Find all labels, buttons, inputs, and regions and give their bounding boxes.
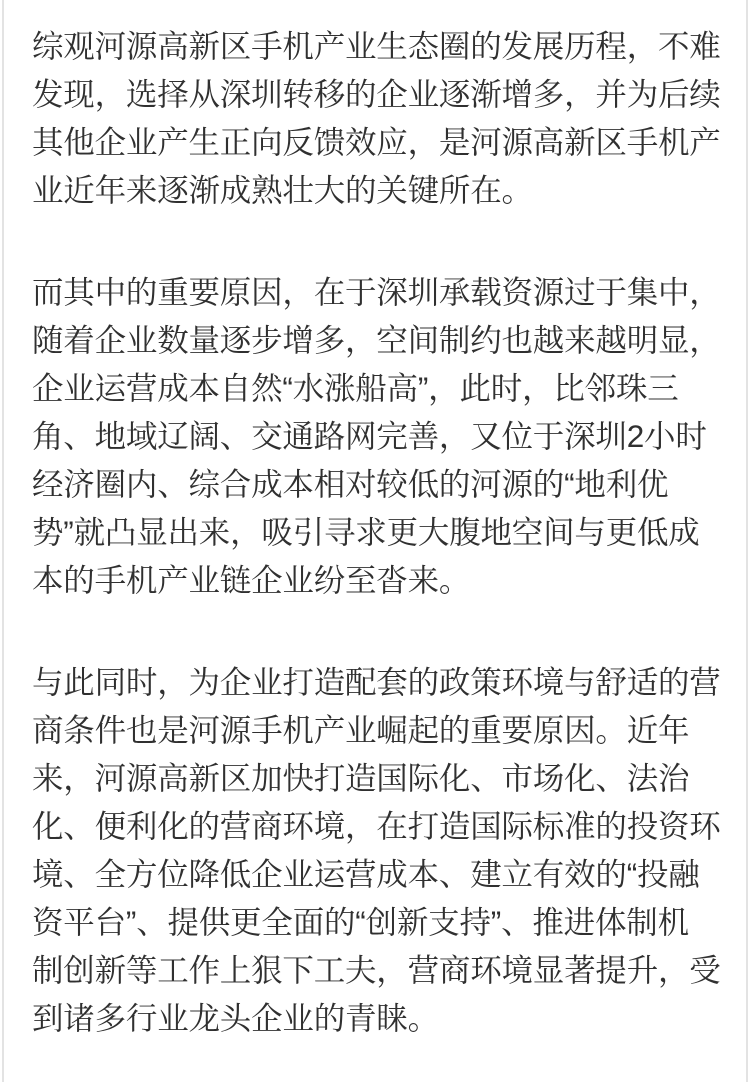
text-line: 本的手机产业链企业纷至沓来。 [32, 562, 471, 598]
text-line: 资平台”、提供更全面的“创新支持”、推进体制机 [32, 904, 689, 940]
text-line: 与此同时，为企业打造配套的政策环境与舒适的营 [32, 664, 721, 700]
text-line: 企业运营成本自然“水涨船高”，此时，比邻珠三 [32, 370, 679, 406]
text-line: 角、地域辽阔、交通路网完善，又位于深圳2小时 [32, 418, 707, 454]
text-line: 制创新等工作上狠下工夫，营商环境显著提升，受 [32, 952, 721, 988]
paragraph [32, 658, 728, 1042]
text-line: 综观河源高新区手机产业生态圈的发展历程，不难 [32, 28, 721, 64]
text-line: 化、便利化的营商环境，在打造国际标准的投资环 [32, 808, 721, 844]
text-line: 境、全方位降低企业运营成本、建立有效的“投融 [32, 856, 700, 892]
text-line: 经济圈内、综合成本相对较低的河源的“地利优 [32, 466, 669, 502]
article-body [32, 22, 728, 1042]
text-line: 发现，选择从深圳转移的企业逐渐增多，并为后续 [32, 76, 721, 112]
text-line: 来，河源高新区加快打造国际化、市场化、法治 [32, 760, 690, 796]
text-line: 业近年来逐渐成熟壮大的关键所在。 [32, 172, 533, 208]
paragraph [32, 268, 728, 604]
text-line: 随着企业数量逐步增多，空间制约也越来越明显， [32, 322, 721, 358]
text-line: 而其中的重要原因，在于深圳承载资源过于集中， [32, 274, 721, 310]
right-page-edge-line [746, 0, 748, 1082]
text-line: 其他企业产生正向反馈效应，是河源高新区手机产 [32, 124, 721, 160]
left-page-edge-line [2, 0, 4, 1082]
paragraph [32, 22, 728, 214]
text-line: 商条件也是河源手机产业崛起的重要原因。近年 [32, 712, 690, 748]
text-line: 势”就凸显出来，吸引寻求更大腹地空间与更低成 [32, 514, 700, 550]
text-line: 到诸多行业龙头企业的青睐。 [32, 1000, 439, 1036]
